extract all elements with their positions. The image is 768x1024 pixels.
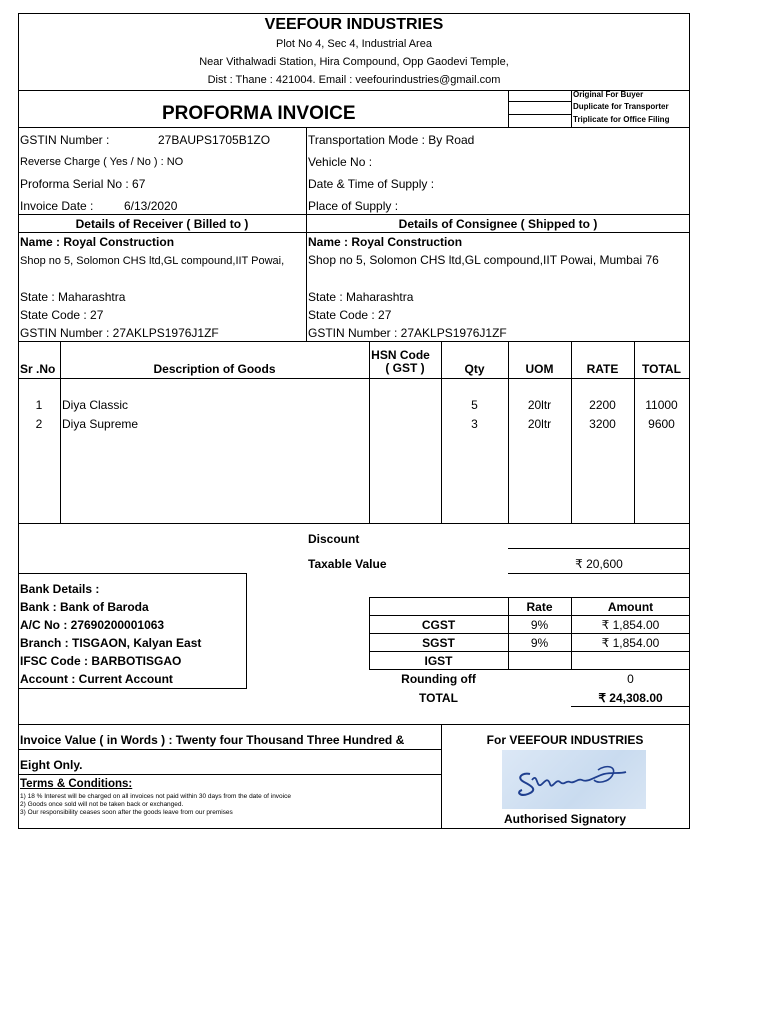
bank-account-type: Account : Current Account	[20, 672, 173, 686]
row-rate: 3200	[589, 417, 616, 431]
grand-total-value: ₹ 24,308.00	[598, 691, 663, 705]
consignee-heading: Details of Consignee ( Shipped to )	[398, 217, 598, 231]
signature-image	[502, 750, 646, 809]
receiver-gstin: GSTIN Number : 27AKLPS1976J1ZF	[20, 326, 219, 340]
terms-heading: Terms & Conditions:	[20, 778, 133, 790]
consignee-address: Shop no 5, Solomon CHS ltd,GL compound,IIT Powai, Mumbai 76	[308, 253, 659, 267]
bank-heading: Bank Details :	[20, 582, 100, 596]
taxable-value-label: Taxable Value	[308, 557, 387, 571]
transportation-mode: Transportation Mode : By Road	[308, 133, 475, 147]
company-name: VEEFOUR INDUSTRIES	[264, 16, 444, 33]
grand-total-label: TOTAL	[419, 691, 458, 705]
tax-row-amount: ₹ 1,854.00	[601, 618, 660, 632]
header-qty: Qty	[464, 362, 485, 376]
row-total: 9600	[648, 417, 675, 431]
company-address-line-3: Dist : Thane : 421004. Email : veefourindustries@gmail.com	[207, 74, 501, 86]
row-description: Diya Supreme	[62, 417, 139, 431]
header-hsn-line-2: ( GST )	[385, 361, 425, 375]
header-hsn-line-1: HSN Code	[371, 348, 430, 362]
taxable-value: ₹ 20,600	[575, 557, 623, 571]
tax-row-name: CGST	[421, 618, 456, 632]
receiver-heading: Details of Receiver ( Billed to )	[75, 217, 249, 231]
bank-branch: Branch : TISGAON, Kalyan East	[20, 636, 202, 650]
page-title: PROFORMA INVOICE	[162, 103, 356, 124]
consignee-name: Name : Royal Construction	[308, 235, 463, 249]
proforma-serial: Proforma Serial No : 67	[20, 177, 146, 191]
row-total: 11000	[645, 398, 678, 412]
gstin-label: GSTIN Number :	[20, 133, 110, 147]
tax-row-name: SGST	[422, 636, 455, 650]
row-sr: 1	[35, 398, 43, 412]
receiver-state: State : Maharashtra	[20, 290, 126, 304]
invoice-date-value: 6/13/2020	[124, 199, 178, 213]
receiver-state-code: State Code : 27	[20, 308, 104, 322]
rounding-off-label: Rounding off	[401, 672, 476, 686]
row-uom: 20ltr	[527, 417, 552, 431]
invoice-value-words-line-1: Invoice Value ( in Words ) : Twenty four Thousand Three Hundred &	[20, 733, 405, 747]
receiver-name: Name : Royal Construction	[20, 235, 175, 249]
bank-account-no: A/C No : 27690200001063	[20, 618, 165, 632]
terms-item: 1) 18 % Interest will be charged on all invoices not paid within 30 days from the date of invoice	[20, 793, 291, 800]
receiver-address: Shop no 5, Solomon CHS ltd,GL compound,IIT Powai,	[20, 255, 285, 267]
row-sr: 2	[35, 417, 43, 431]
copy-label-duplicate: Duplicate for Transporter	[573, 102, 669, 111]
invoice-value-words-line-2: Eight Only.	[20, 758, 83, 772]
consignee-state-code: State Code : 27	[308, 308, 392, 322]
tax-row-amount: ₹ 1,854.00	[601, 636, 660, 650]
row-qty: 3	[471, 417, 478, 431]
place-of-supply: Place of Supply :	[308, 199, 399, 213]
tax-amount-header: Amount	[607, 600, 654, 614]
copy-label-triplicate: Triplicate for Office Filing	[573, 115, 670, 124]
row-description: Diya Classic	[62, 398, 129, 412]
tax-rate-header: Rate	[526, 600, 553, 614]
bank-ifsc: IFSC Code : BARBOTISGAO	[20, 654, 182, 668]
header-sr-no: Sr .No	[20, 362, 56, 376]
tax-row-name: IGST	[424, 654, 453, 668]
copy-label-original: Original For Buyer	[573, 90, 644, 99]
row-rate: 2200	[589, 398, 616, 412]
tax-row-rate: 9%	[530, 618, 549, 632]
header-total: TOTAL	[642, 362, 681, 376]
row-qty: 5	[471, 398, 478, 412]
terms-item: 3) Our responsibility ceases soon after the goods leave from our premises	[20, 809, 233, 816]
gstin-value: 27BAUPS1705B1ZO	[158, 133, 271, 147]
invoice-date-label: Invoice Date :	[20, 199, 94, 213]
supply-date-time: Date & Time of Supply :	[308, 177, 435, 191]
header-uom: UOM	[525, 362, 554, 376]
row-uom: 20ltr	[527, 398, 552, 412]
discount-label: Discount	[308, 532, 360, 546]
terms-item: 2) Goods once sold will not be taken back or exchanged.	[20, 801, 184, 808]
vehicle-no: Vehicle No :	[308, 155, 373, 169]
consignee-state: State : Maharashtra	[308, 290, 414, 304]
rounding-off-value: 0	[627, 672, 634, 686]
tax-row-rate: 9%	[530, 636, 549, 650]
header-description: Description of Goods	[153, 362, 276, 376]
bank-name: Bank : Bank of Baroda	[20, 600, 149, 614]
consignee-gstin: GSTIN Number : 27AKLPS1976J1ZF	[308, 326, 507, 340]
header-rate: RATE	[586, 362, 619, 376]
company-address-line-2: Near Vithalwadi Station, Hira Compound, Opp Gaodevi Temple,	[199, 56, 509, 68]
company-address-line-1: Plot No 4, Sec 4, Industrial Area	[276, 38, 432, 50]
for-company-label: For VEEFOUR INDUSTRIES	[486, 733, 644, 747]
reverse-charge: Reverse Charge ( Yes / No ) : NO	[20, 156, 184, 168]
authorised-signatory: Authorised Signatory	[503, 812, 626, 826]
signature-scribble-icon	[502, 750, 646, 809]
